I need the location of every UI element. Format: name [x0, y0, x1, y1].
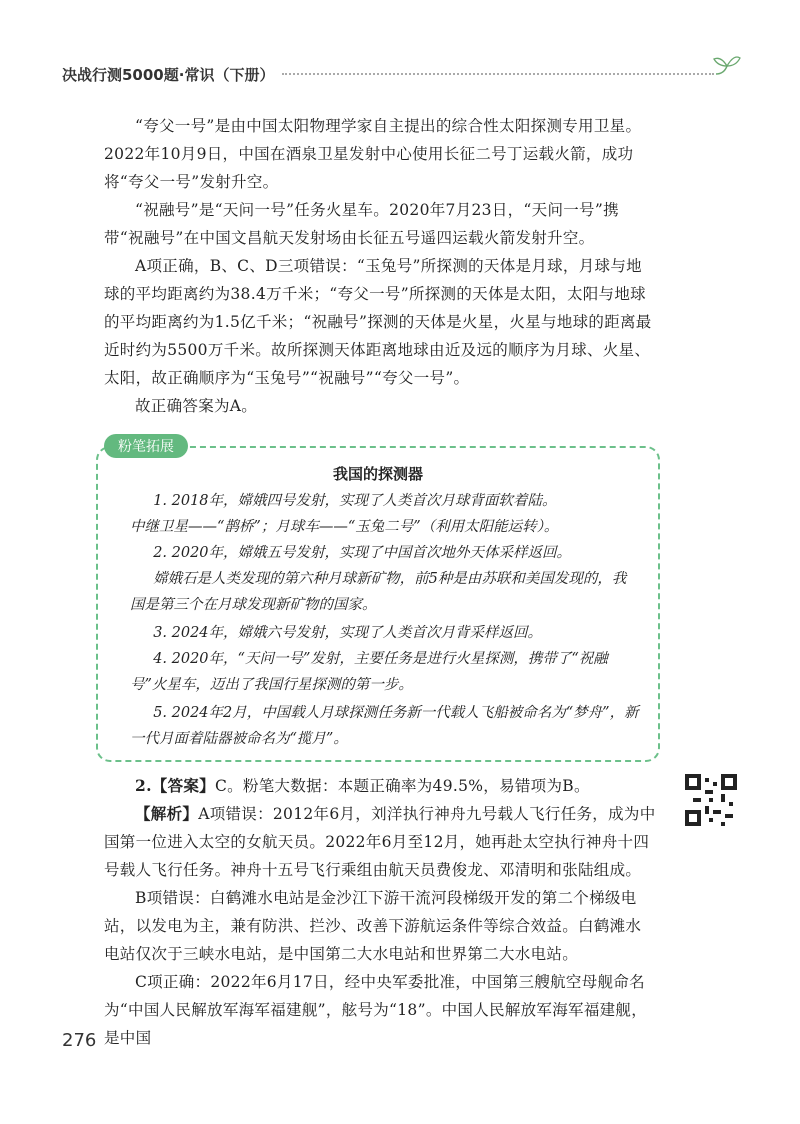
paragraph-conclusion: 故正确答案为A。 — [135, 397, 258, 415]
analysis-paragraph-a — [104, 800, 656, 884]
paragraph-analysis-a: A项正确，B、C、D三项错误：“玉兔号”所探测的天体是月球，月球与地球的平均距离约为38.4万千米；“夸父一号”所探测的天体是太阳，太阳与地球的平均距离约为1.5亿千米；“祝融号”探测的天体是火星，火星与地球的距离最近时约为5500万千米。故所探测天体距离地球由近及远的顺序为月球、火星、太阳，故正确顺序为“玉兔号”“祝融号”“夸父一号”。 — [104, 257, 652, 387]
analysis-a-text: A项错误：2012年6月，刘洋执行神舟九号载人飞行任务，成为中国第一位进入太空的女航天员。2022年6月至12月，她再赴太空执行神舟十四号载人飞行任务。神舟十五号飞行乘组由航天员费俊龙、邓清明和张陆组成。 — [104, 805, 656, 879]
analysis-paragraph-c: C项正确：2022年6月17日，经中央军委批准，中国第三艘航空母舰命名为“中国人民解放军海军福建舰”，舷号为“18”。中国人民解放军海军福建舰，是中国 — [104, 973, 648, 1047]
extension-line: 3. 2024年，嫦娥六号发射，实现了人类首次月背采样返回。 — [153, 625, 543, 641]
analysis-label: 【解析】 — [135, 804, 199, 823]
extension-tag: 粉笔拓展 — [104, 434, 188, 458]
answer-text: C。粉笔大数据：本题正确率为49.5%，易错项为B。 — [214, 777, 590, 795]
running-header-title: 决战行测5000题·常识（下册） — [62, 66, 275, 84]
extension-line: 1. 2018年，嫦娥四号发射，实现了人类首次月球背面软着陆。 — [153, 493, 557, 509]
extension-line: 嫦娥石是人类发现的第六种月球新矿物，前5种是由苏联和美国发现的，我国是第三个在月球发现新矿物的国家。 — [130, 571, 627, 613]
paragraph-zhurong: “祝融号”是“天问一号”任务火星车。2020年7月23日，“天问一号”携带“祝融号”在中国文昌航天发射场由长征五号遥四运载火箭发射升空。 — [104, 201, 619, 247]
extension-line: 2. 2020年，嫦娥五号发射，实现了中国首次地外天体采样返回。 — [153, 545, 572, 561]
analysis-paragraph-b: B项错误：白鹤滩水电站是金沙江下游干流河段梯级开发的第二个梯级电站，以发电为主，兼有防洪、拦沙、改善下游航运条件等综合效益。白鹤滩水电站仅次于三峡水电站，是中国第二大水电站和世界第二大水电站。 — [104, 889, 642, 963]
page-number: 276 — [62, 1030, 97, 1051]
sprout-icon — [712, 50, 742, 78]
paragraph-kuafu: “夸父一号”是由中国太阳物理学家自主提出的综合性太阳探测专用卫星。2022年10月9日，中国在酒泉卫星发射中心使用长征二号丁运载火箭，成功将“夸父一号”发射升空。 — [104, 117, 642, 191]
extension-line: 4. 2020年，“天问一号”发射，主要任务是进行火星探测，携带了“祝融号”火星车，迈出了我国行星探测的第一步。 — [130, 651, 608, 693]
qr-code-icon[interactable] — [685, 774, 737, 826]
extension-title: 我国的探测器 — [332, 465, 423, 483]
header-dotted-rule — [282, 73, 714, 75]
answer-line — [104, 772, 656, 800]
extension-line: 5. 2024年2月，中国载人月球探测任务新一代载人飞船被命名为“梦舟”，新一代月面着陆器被命名为“揽月”。 — [130, 705, 639, 747]
extension-line: 中继卫星——“鹊桥”；月球车——“玉兔二号”（利用太阳能运转）。 — [130, 519, 559, 535]
answer-label: 2.【答案】 — [135, 776, 215, 795]
